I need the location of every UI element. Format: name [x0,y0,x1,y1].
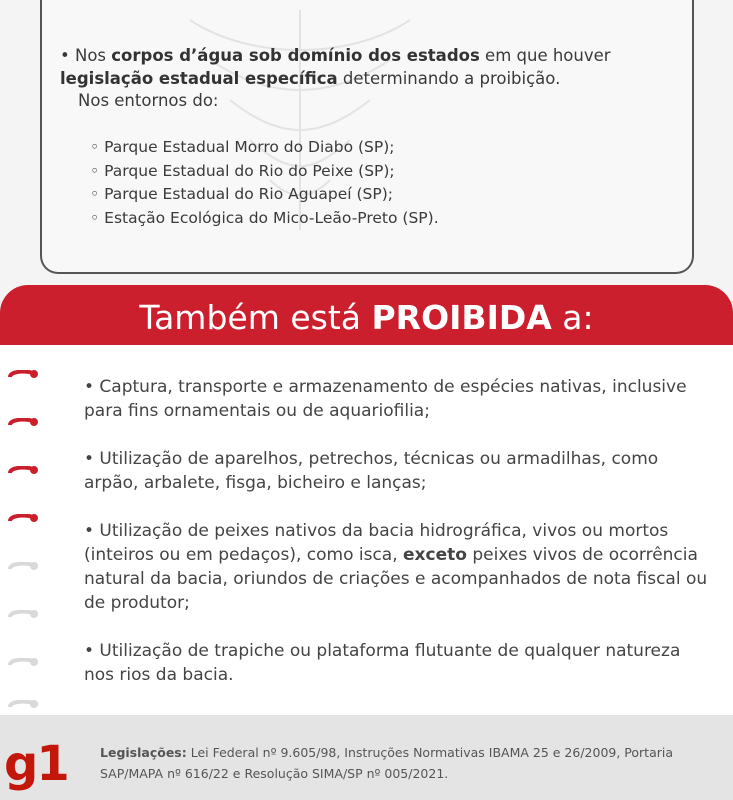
binder-ring-icon [8,370,38,384]
park-item: ◦ Parque Estadual do Rio do Peixe (SP); [90,160,439,184]
prohibition-text: • Utilização de peixes nativos da bacia hidrográfica, vivos ou mortos (inteiros ou em pedaços), como isca, [84,521,669,565]
intro-paragraph [60,44,680,90]
prohibition-item [84,519,714,615]
parks-list [90,136,439,230]
prohibition-item: • Utilização de trapiche ou plataforma flutuante de qualquer natureza nos rios da bacia. [84,641,681,685]
binder-ring-icon [8,610,38,624]
banner-heading [0,298,733,337]
park-item: ◦ Parque Estadual do Rio Aguapeí (SP); [90,183,439,207]
binder-ring-icon [8,658,38,672]
banner-suffix: a: [551,298,594,337]
intro-bold-legislacao: legislação estadual específica [60,69,338,88]
prohibitions-list [84,375,714,711]
intro-text: Nos [74,46,112,65]
binder-ring-icon [8,418,38,432]
bullet-dot: • [60,46,75,65]
banner-bold: PROIBIDA [371,298,552,337]
legislation-text: Lei Federal nº 9.605/98, Instruções Normativas IBAMA 25 e 26/2009, Portaria SAP/MAPA nº 616/22 e Resolução SIMA/SP nº 005/2021. [100,745,674,781]
intro-text: em que houver [479,46,611,65]
intro-bold-corpos: corpos d’água sob domínio dos estados [111,46,480,65]
banner-prefix: Também está [139,298,372,337]
prohibition-text: peixes vivos de ocorrência natural da bacia, oriundos de criações e acompanhados de nota fiscal ou de produtor; [84,545,708,613]
prohibition-item: • Utilização de aparelhos, petrechos, técnicas ou armadilhas, como arpão, arbalete, fisga, bicheiro e lanças; [84,449,659,493]
binder-ring-icon [8,514,38,528]
top-panel [0,0,733,300]
entornos-label: Nos entornos do: [78,91,219,110]
legislation-label: Legislações: [100,745,187,760]
binder-ring-icon [8,700,38,714]
binder-ring-icon [8,562,38,576]
prohibition-bold-exceto: exceto [403,545,467,565]
intro-text: determinando a proibição. [337,69,561,88]
g1-logo: g1 [4,736,68,792]
prohibition-item: • Captura, transporte e armazenamento de espécies nativas, inclusive para fins ornamentais ou de aquariofilia; [84,377,687,421]
legislation-note [100,742,720,784]
park-item: ◦ Estação Ecológica do Mico-Leão-Preto (SP). [90,207,439,231]
park-item: ◦ Parque Estadual Morro do Diabo (SP); [90,136,439,160]
binder-ring-icon [8,466,38,480]
